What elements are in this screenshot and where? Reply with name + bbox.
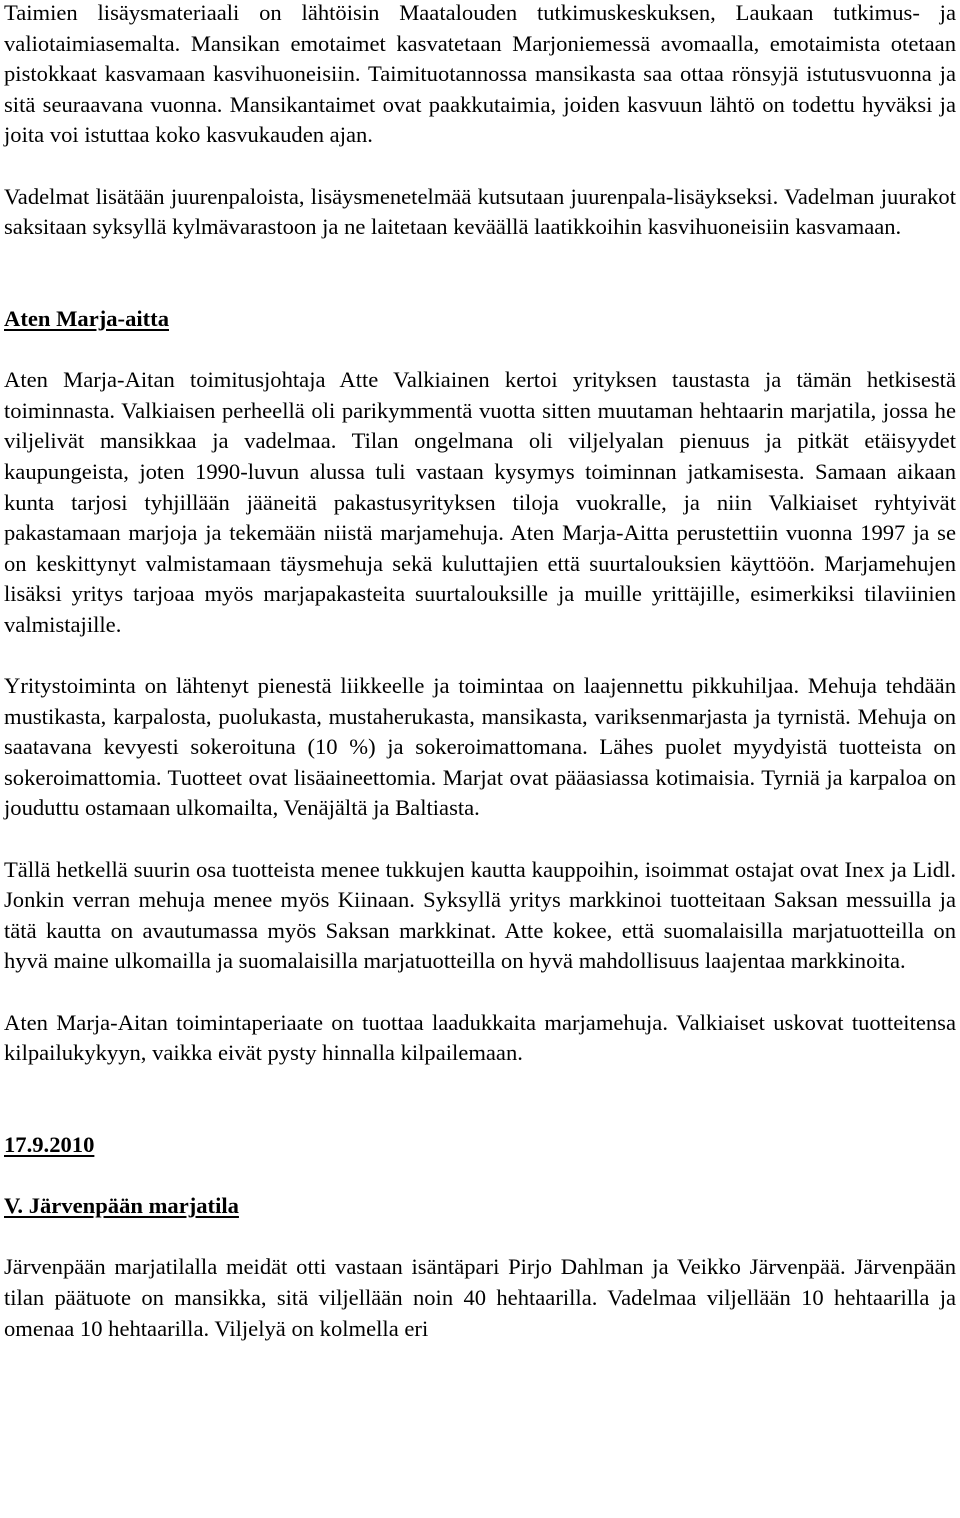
section-heading-aten-marja-aitta [4,304,956,335]
paragraph-gap [4,335,956,366]
paragraph-vadelmat: Vadelmat lisätään juurenpaloista, lisäysmenetelmää kutsutaan juurenpala-lisäykseksi. Vadelman juurakot saksitaan syksyllä kylmävarastoon ja ne laitetaan keväällä laatikkoihin kasvihuoneisiin kasvamaan. [4,183,956,240]
paragraph-gap [4,1161,956,1192]
paragraph-taimien-lisaysmateriaali: Taimien lisäysmateriaali on lähtöisin Maatalouden tutkimuskeskuksen, Laukaan tutkimus- ja valiotaimiasemalta. Mansikan emotaimet kasvatetaan Marjoniemessä avomaalla, emotaimista otetaan pistokkaat kasvamaan kasvihuoneisiin. Taimituotannossa mansikasta saa ottaa rönsyjä istutusvuonna ja sitä seuraavana vuonna. Mansikantaimet ovat paakkutaimia, joiden kasvuun lähtö on todettu hyväksi ja joita voi istuttaa koko kasvukauden ajan. [4,0,956,148]
paragraph-gap [4,824,956,855]
paragraph-aten-background: Aten Marja-Aitan toimitusjohtaja Atte Valkiainen kertoi yrityksen taustasta ja tämän hetkisestä toiminnasta. Valkiaisen perheellä oli parikymmentä vuotta sitten muutaman hehtaarin marjatila, jossa he viljelivät mansikkaa ja vadelmaa. Tilan ongelmana oli viljelyalan pienuus ja pitkät etäisyydet kaupungeista, joten 1990-luvun alussa tuli vastaan kysymys toiminnan jatkamisesta. Samaan aikaan kunta tarjosi tyhjillään jääneitä pakastusyrityksen tiloja vuokralle, ja niin Valkiaiset ryhtyivät pakastamaan marjoja ja tekemään niistä marjamehuja. Aten Marja-Aitta perustettiin vuonna 1997 ja se on keskittynyt valmistamaan täysmehuja sekä kuluttajien että suurtalouksien käyttöön. Marjamehujen lisäksi yritys tarjoaa myös marjapakasteita suurtalouksille ja muille yrittäjille, esimerkiksi tilaviinien valmistajille. [4,367,956,637]
paragraph-jarvenpaa: Järvenpään marjatilalla meidät otti vastaan isäntäpari Pirjo Dahlman ja Veikko Järvenpää. Järvenpään tilan päätuote on mansikka, sitä viljellään noin 40 hehtaarilla. Vadelmaa viljellään 10 hehtaarilla ja omenaa 10 hehtaarilla. Viljelyä on kolmella eri [4,1254,956,1341]
paragraph-gap [4,243,956,304]
heading-text: V. Järvenpään marjatila [4,1193,239,1219]
paragraph-talla-hetkella: Tällä hetkellä suurin osa tuotteista menee tukkujen kautta kauppoihin, isoimmat ostajat ovat Inex ja Lidl. Jonkin verran mehuja menee myös Kiinaan. Syksyllä yritys markkinoi tuotteitaan Saksan messuilla ja tätä kautta on avautumassa myös Saksan markkinat. Atte kokee, että suomalaisilla marjatuotteilla on hyvä maine ulkomailla ja suomalaisilla marjatuotteilla on hyvä mahdollisuus laajentaa markkinoita. [4,856,956,974]
heading-text: Aten Marja-aitta [4,305,169,331]
paragraph-gap [4,977,956,1008]
section-date [4,1130,956,1161]
paragraph-yritystoiminta: Yritystoiminta on lähtenyt pienestä liikkeelle ja toimintaa on laajennettu pikkuhiljaa. Mehuja tehdään mustikasta, karpalosta, puolukasta, mustaherukasta, mansikasta, variksenmarjasta ja tyrnistä. Mehuja on saatavana kevyesti sokeroituna (10 %) ja sokeroimattomana. Lähes puolet myydyistä tuotteista on sokeroimattomia. Tuotteet ovat lisäaineettomia. Marjat ovat pääasiassa kotimaisia. Tyrniä ja karpaloa on jouduttu ostamaan ulkomailta, Venäjältä ja Baltiasta. [4,673,956,821]
paragraph-gap [4,640,956,671]
section-heading-jarvenpaan-marjatila [4,1191,956,1222]
paragraph-gap [4,1222,956,1253]
paragraph-toimintaperiaate: Aten Marja-Aitan toimintaperiaate on tuottaa laadukkaita marjamehuja. Valkiaiset uskovat tuotteitensa kilpailukykyyn, vaikka eivät pysty hinnalla kilpailemaan. [4,1009,956,1066]
document-page [4,0,956,1344]
date-text: 17.9.2010 [4,1131,95,1157]
paragraph-gap [4,1069,956,1130]
paragraph-gap [4,151,956,182]
